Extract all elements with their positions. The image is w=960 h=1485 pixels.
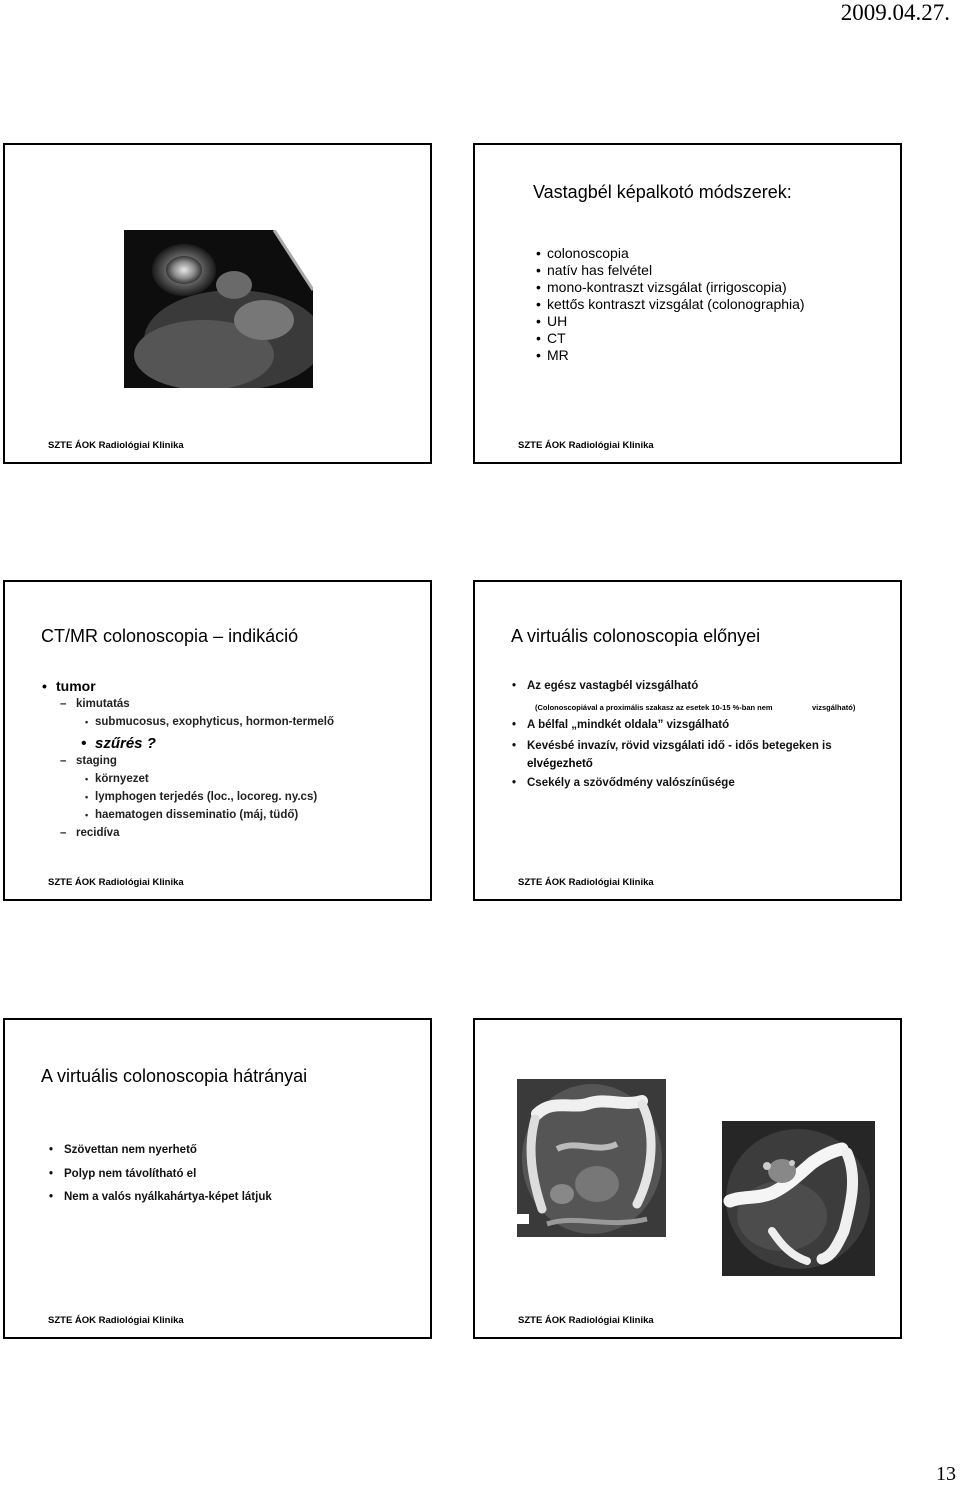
ct-colonography-image: [517, 1079, 666, 1237]
list-item: • szűrés ?: [95, 735, 156, 752]
slide-footer: SZTE ÁOK Radiológiai Klinika: [518, 1315, 654, 1326]
list-item: • submucosus, exophyticus, hormon-termelő: [95, 716, 334, 728]
list-item: • Az egész vastagbél vizsgálható: [527, 680, 698, 692]
list-item: • tumor: [56, 678, 96, 694]
list-item: • Kevésbé invazív, rövid vizsgálati idő - idős betegeken is: [527, 740, 832, 752]
slide-title: CT/MR colonoscopia – indikáció: [41, 626, 299, 646]
list-item: – staging: [76, 755, 117, 767]
list-item: • Nem a valós nyálkahártya-képet látjuk: [64, 1191, 272, 1203]
slide-images: [473, 1018, 902, 1339]
slide-indications: [3, 580, 432, 901]
list-item: • kettős kontraszt vizsgálat (colonographia): [547, 296, 805, 313]
slide-ultrasound: [3, 143, 432, 464]
page-number: 13: [936, 1463, 956, 1485]
list-item: • CT: [547, 330, 566, 347]
list-item: • Csekély a szövődmény valószínűsége: [527, 777, 735, 789]
list-item: • lymphogen terjedés (loc., locoreg. ny.cs): [95, 791, 317, 803]
list-item: • A bélfal „mindkét oldala” vizsgálható: [527, 719, 729, 731]
list-item: • haematogen disseminatio (máj, tüdő): [95, 809, 298, 821]
slide-footer: SZTE ÁOK Radiológiai Klinika: [48, 440, 184, 451]
print-date: 2009.04.27.: [840, 0, 950, 25]
mr-colonography-image: [722, 1121, 875, 1276]
slide-title: A virtuális colonoscopia előnyei: [511, 626, 761, 646]
slide-advantages: [473, 580, 902, 901]
list-item: • colonoscopia: [547, 245, 629, 262]
ultrasound-image: [124, 230, 313, 388]
list-item: – recidíva: [76, 827, 119, 839]
list-item: • natív has felvétel: [547, 262, 652, 279]
slide-title: Vastagbél képalkotó módszerek:: [533, 182, 792, 202]
slide-footer: SZTE ÁOK Radiológiai Klinika: [48, 1315, 184, 1326]
list-item: – kimutatás: [76, 698, 130, 710]
slide-methods: [473, 143, 902, 464]
slide-disadvantages: [3, 1018, 432, 1339]
slide-footer: SZTE ÁOK Radiológiai Klinika: [518, 440, 654, 451]
list-item: • Szövettan nem nyerhető: [64, 1144, 197, 1156]
slide-footer: SZTE ÁOK Radiológiai Klinika: [518, 877, 654, 888]
list-item: • UH: [547, 313, 567, 330]
note-text: (Colonoscopiával a proximális szakasz az esetek 10-15 %-ban nem: [535, 703, 773, 712]
note-text: vizsgálható): [812, 703, 856, 712]
list-item: • MR: [547, 347, 569, 364]
slide-title: A virtuális colonoscopia hátrányai: [41, 1066, 308, 1086]
list-item-continuation: elvégezhető: [527, 758, 593, 770]
list-item: • mono-kontraszt vizsgálat (irrigoscopia): [547, 279, 787, 296]
slide-footer: SZTE ÁOK Radiológiai Klinika: [48, 877, 184, 888]
list-item: • környezet: [95, 773, 149, 785]
list-item: • Polyp nem távolítható el: [64, 1168, 196, 1180]
